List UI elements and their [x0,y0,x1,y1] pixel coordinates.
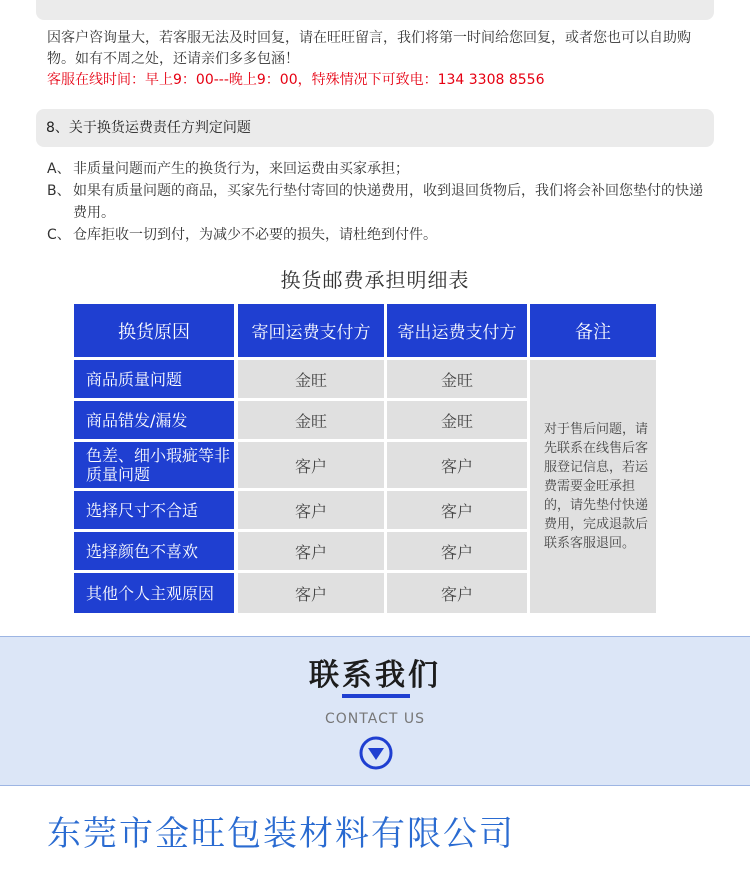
table-row-reason: 色差、细小瑕疵等非质量问题 [74,442,234,488]
table-row-reason: 其他个人主观原因 [74,573,234,613]
table-title: 换货邮费承担明细表 [280,268,470,292]
service-hours: 客服在线时间：早上9：00---晚上9：00，特殊情况下可致电：134 3308 8556 [47,72,545,88]
table-row-return-payer: 客户 [238,491,384,529]
table-row-return-payer: 金旺 [238,360,384,398]
down-arrow-circle-icon[interactable] [359,736,393,770]
list-item-text: 仓库拒收一切到付，为减少不必要的损失，请杜绝到付件。 [73,227,437,243]
list-item-label: C、 [47,227,71,243]
contact-subtitle: CONTACT US [325,711,425,727]
section-7-header [36,0,714,20]
table-row-return-payer: 金旺 [238,401,384,439]
contact-title-underline [342,694,410,698]
service-notice-text: 因客户咨询量大，若客服无法及时回复，请在旺旺留言，我们将第一时间给您回复，或者您也可以自助购物。如有不周之处，还请亲们多多包涵！ [47,30,691,67]
list-item-label: A、 [47,161,71,177]
table-header-reason: 换货原因 [74,304,234,357]
table-row-send-payer: 客户 [387,442,527,488]
contact-title: 联系我们 [309,658,441,693]
table-row-send-payer: 金旺 [387,401,527,439]
table-row-reason: 选择尺寸不合适 [74,491,234,529]
table-row-reason: 选择颜色不喜欢 [74,532,234,570]
list-item [47,180,712,224]
table-row-send-payer: 客户 [387,573,527,613]
table-row-send-payer: 客户 [387,491,527,529]
table-header-return-payer: 寄回运费支付方 [238,304,384,357]
freight-rules-list [47,158,712,246]
table-row-return-payer: 客户 [238,532,384,570]
table-row-reason: 商品错发/漏发 [74,401,234,439]
table-row-send-payer: 金旺 [387,360,527,398]
section-8-title: 8、关于换货运费责任方判定问题 [46,120,251,136]
table-note-text: 对于售后问题，请先联系在线售后客服登记信息，若运费需要金旺承担的，请先垫付快递费用，完成退款后联系客服退回。 [544,422,649,551]
table-header-send-payer: 寄出运费支付方 [387,304,527,357]
service-notice [47,28,712,91]
table-row-send-payer: 客户 [387,532,527,570]
list-item-text: 非质量问题而产生的换货行为，来回运费由买家承担； [73,161,409,177]
list-item-text: 如果有质量问题的商品，买家先行垫付寄回的快递费用，收到退回货物后，我们将会补回您垫付的快递费用。 [73,183,703,221]
section-8-header [36,109,714,147]
table-row-reason: 商品质量问题 [74,360,234,398]
list-item [47,158,712,180]
list-item-label: B、 [47,183,71,199]
table-header-note: 备注 [530,304,656,357]
table-row-return-payer: 客户 [238,442,384,488]
table-row-return-payer: 客户 [238,573,384,613]
company-name: 东莞市金旺包装材料有限公司 [47,814,515,854]
table-note-cell [530,360,656,613]
list-item [47,224,712,246]
